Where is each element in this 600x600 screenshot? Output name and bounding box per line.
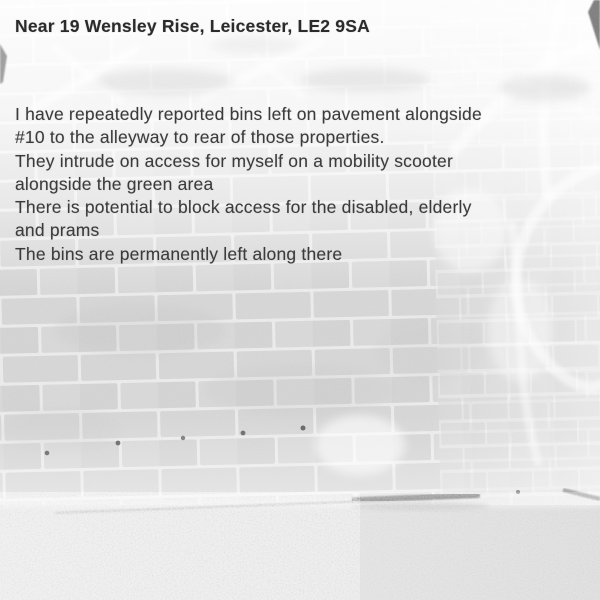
report-description-line: I have repeatedly reported bins left on pavement alongside xyxy=(15,104,482,124)
report-description-line: and prams xyxy=(15,220,100,241)
report-description-line: The bins are permanently left along there xyxy=(15,243,343,264)
report-location-text: Near 19 Wensley Rise, Leicester, LE2 9SA xyxy=(15,16,370,36)
report-description-line: They intrude on access for myself on a mobility scooter xyxy=(15,150,453,171)
report-description xyxy=(15,103,590,266)
report-description-line: alongside the green area xyxy=(15,173,214,194)
report-description-line: There is potential to block access for the disabled, elderly xyxy=(15,197,472,218)
report-description-line: #10 to the alleyway to rear of those properties. xyxy=(15,127,385,148)
report-location-header xyxy=(15,16,585,37)
